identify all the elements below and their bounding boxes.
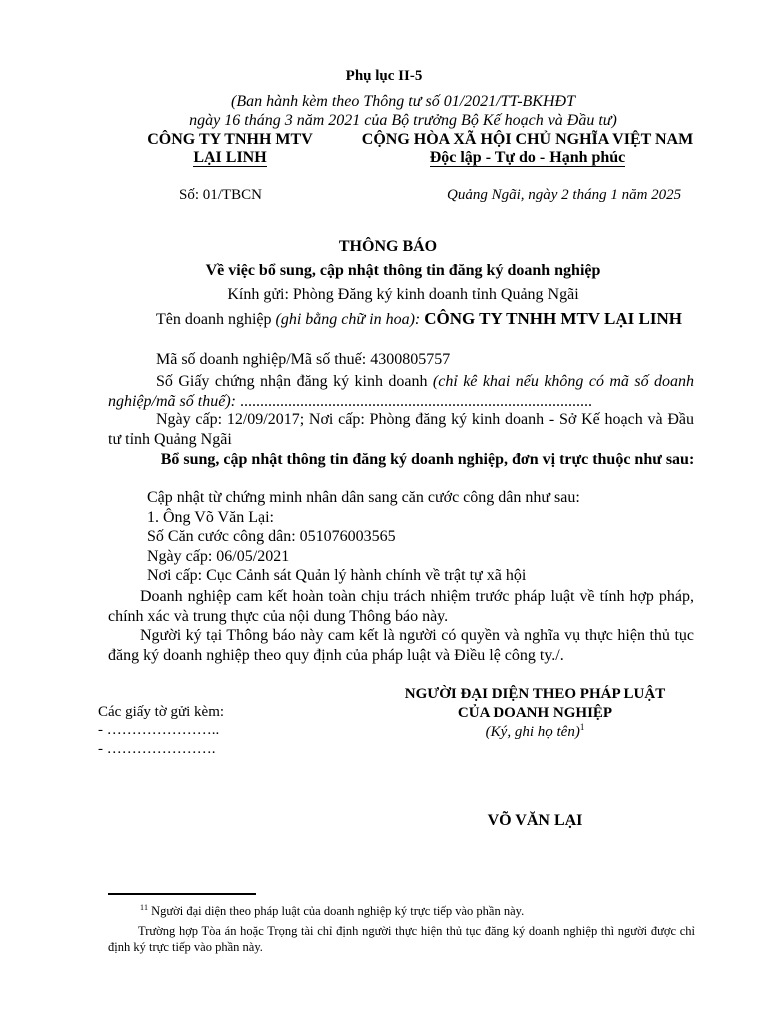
issue-info-text: Ngày cấp: 12/09/2017; Nơi cấp: Phòng đăng ký kinh doanh - Sở Kế hoạch và Đầu tư tỉnh Quảng Ngãi: [108, 411, 694, 448]
id-number: Số Căn cước công dân: 051076003565: [147, 528, 396, 545]
signature-title-line-1: NGƯỜI ĐẠI DIỆN THEO PHÁP LUẬT: [404, 686, 666, 702]
footnote-1: [140, 903, 524, 919]
company-line-2-wrap: [120, 149, 340, 167]
id-place: Nơi cấp: Cục Cảnh sát Quản lý hành chính về trật tự xã hội: [147, 567, 527, 584]
attachment-item-2: - ………………….: [98, 741, 216, 757]
signature-title-line-2: CỦA DOANH NGHIỆP: [457, 705, 613, 721]
motto: Độc lập - Tự do - Hạnh phúc: [429, 149, 626, 166]
company-name-paragraph: [108, 309, 693, 330]
attachment-item-1: - …………………..: [98, 722, 220, 738]
footnote-divider: [108, 893, 256, 895]
signer-name: VÕ VĂN LẠI: [487, 812, 583, 829]
company-name-header: [120, 131, 340, 167]
commitment-1-text: Doanh nghiệp cam kết hoàn toàn chịu trách nhiệm trước pháp luật về tính hợp pháp, chính xác và trung thực của nội dung Thông báo này.: [108, 588, 694, 625]
signature-note-line: [340, 722, 730, 741]
certificate-dots: ........................................................................................: [239, 393, 592, 410]
certificate-label: Số Giấy chứng nhận đăng ký kinh doanh: [156, 373, 428, 390]
issued-line-1: (Ban hành kèm theo Thông tư số 01/2021/TT-BKHĐT: [231, 93, 575, 110]
republic-title: CỘNG HÒA XÃ HỘI CHỦ NGHĨA VIỆT NAM: [361, 131, 694, 148]
person-name: 1. Ông Võ Văn Lại:: [147, 509, 274, 526]
signature-footnote-mark: 1: [579, 722, 585, 732]
recipient: Kính gửi: Phòng Đăng ký kinh doanh tỉnh Quảng Ngãi: [227, 286, 579, 303]
tax-code: Mã số doanh nghiệp/Mã số thuế: 4300805757: [156, 351, 451, 368]
company-name-note: (ghi bằng chữ in hoa):: [275, 311, 421, 328]
notice-subject: Về việc bổ sung, cập nhật thông tin đăng ký doanh nghiệp: [205, 262, 601, 279]
update-intro: Cập nhật từ chứng minh nhân dân sang căn cước công dân như sau:: [147, 489, 580, 506]
footnote-2-text: Trường hợp Tòa án hoặc Trọng tài chỉ định người thực hiện thủ tục đăng ký doanh nghiệp thì người được chỉ định ký trực tiếp vào phần này.: [108, 924, 695, 954]
appendix-title: Phụ lục II-5: [345, 68, 423, 84]
document-number: Số: 01/TBCN: [179, 187, 262, 203]
footnote-1-mark: 1: [140, 903, 144, 912]
place-date: Quảng Ngãi, ngày 2 tháng 1 năm 2025: [447, 187, 682, 203]
signature-title: [340, 685, 730, 723]
commitment-2-text: Người ký tại Thông báo này cam kết là người có quyền và nghĩa vụ thực hiện thủ tục đăng ký doanh nghiệp theo quy định của pháp luật và Điều lệ công ty./.: [108, 627, 694, 664]
company-name-value: CÔNG TY TNHH MTV LẠI LINH: [424, 309, 682, 328]
footnote-2: [108, 923, 695, 955]
attachments-label: Các giấy tờ gửi kèm:: [98, 704, 225, 720]
signature-note: (Ký, ghi họ tên): [485, 724, 580, 740]
notice-title: THÔNG BÁO: [338, 238, 438, 255]
issue-info: [108, 410, 694, 450]
update-heading: Bổ sung, cập nhật thông tin đăng ký doanh nghiệp, đơn vị trực thuộc như sau:: [160, 451, 695, 468]
motto-wrap: [340, 149, 715, 167]
company-name-label: Tên doanh nghiệp: [156, 311, 272, 328]
commitment-2: [108, 626, 694, 665]
republic-header: [340, 131, 715, 167]
footnote-1-mark-2: 1: [144, 903, 148, 912]
footnote-1-text: Người đại diện theo pháp luật của doanh nghiệp ký trực tiếp vào phần này.: [151, 904, 525, 919]
id-date: Ngày cấp: 06/05/2021: [147, 548, 290, 565]
commitment-1: [108, 587, 694, 626]
certificate-note: (chỉ kê khai nếu không có mã số doanh nghiệp/mã số thuế):: [108, 373, 694, 410]
certificate-paragraph: [108, 372, 694, 412]
company-line-1: CÔNG TY TNHH MTV: [147, 131, 313, 148]
company-line-2: LẠI LINH: [193, 149, 267, 166]
issued-line-2: ngày 16 tháng 3 năm 2021 của Bộ trưởng Bộ Kế hoạch và Đầu tư): [189, 112, 617, 129]
